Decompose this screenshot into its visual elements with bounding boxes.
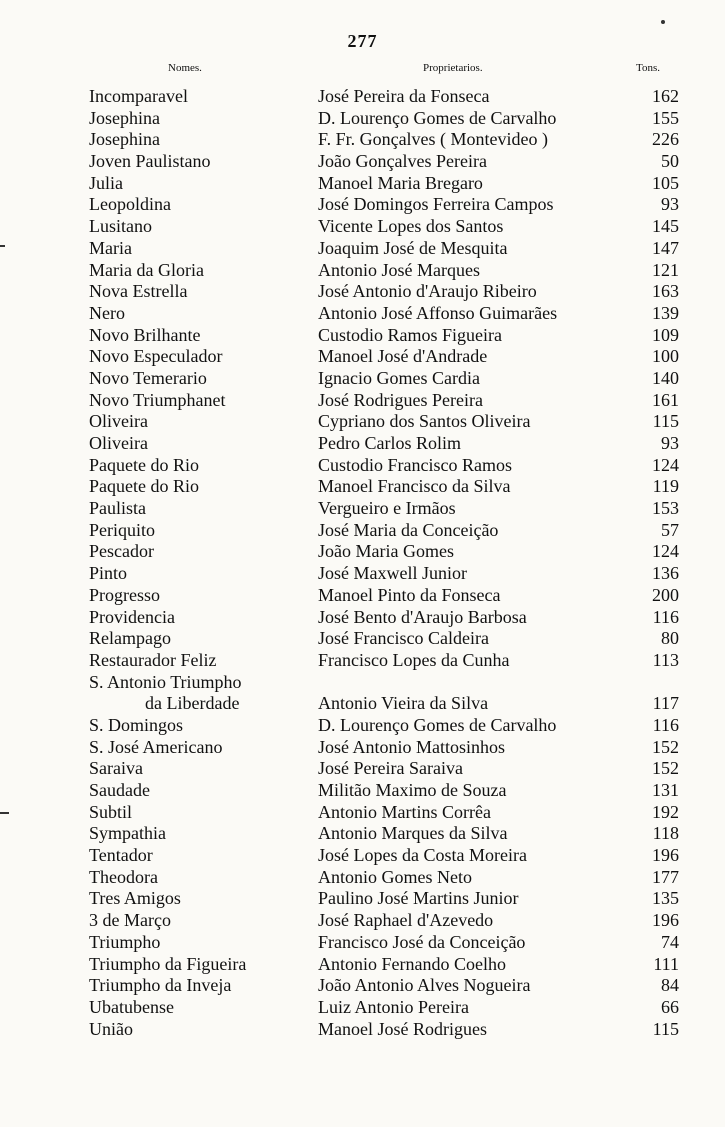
tonnage: 66 — [661, 996, 679, 1017]
table-row — [0, 260, 725, 282]
table-row — [0, 672, 725, 694]
tonnage: 57 — [661, 519, 679, 540]
owner-name: Luiz Antonio Pereira — [318, 996, 469, 1017]
tonnage: 74 — [661, 931, 679, 952]
table-row — [0, 498, 725, 520]
owner-name: D. Lourenço Gomes de Carvalho — [318, 107, 557, 128]
table-row — [0, 303, 725, 325]
ship-name: Julia — [89, 172, 123, 193]
ship-name: Nero — [89, 302, 125, 323]
scan-mark — [0, 812, 9, 814]
owner-name: Francisco Lopes da Cunha — [318, 649, 510, 670]
tonnage: 84 — [661, 975, 679, 996]
tonnage: 131 — [652, 780, 679, 800]
scan-mark — [0, 245, 5, 247]
ship-name: Pescador — [89, 541, 154, 562]
ship-name: Periquito — [89, 519, 155, 540]
tonnage: 192 — [652, 801, 679, 822]
ship-name: Progresso — [89, 584, 160, 605]
owner-name: José Lopes da Costa Moreira — [318, 845, 527, 866]
ship-name: Maria da Gloria — [89, 259, 204, 280]
table-row — [0, 520, 725, 542]
tonnage: 152 — [652, 758, 679, 779]
tonnage: 161 — [652, 389, 679, 410]
ship-name: Lusitano — [89, 216, 152, 237]
table-row — [0, 86, 725, 108]
scan-mark — [661, 20, 665, 24]
table-row — [0, 541, 725, 563]
ship-name: 3 de Março — [89, 910, 171, 931]
owner-name: José Domingos Ferreira Campos — [318, 194, 554, 215]
table-row — [0, 238, 725, 260]
table-row — [0, 975, 725, 997]
ship-name: Paulista — [89, 498, 146, 519]
ship-name: Paquete do Rio — [89, 476, 199, 497]
table-row — [0, 433, 725, 455]
page-number: 277 — [347, 31, 378, 51]
owner-name: Francisco José da Conceição — [318, 931, 526, 952]
table-row — [0, 346, 725, 368]
table-row — [0, 325, 725, 347]
ship-name: Nova Estrella — [89, 281, 188, 302]
tonnage: 100 — [652, 346, 679, 367]
tonnage: 93 — [661, 433, 679, 453]
ship-name: S. Domingos — [89, 714, 184, 735]
ship-name: Pinto — [89, 563, 128, 584]
table-row — [0, 129, 725, 151]
table-row — [0, 758, 725, 780]
ship-name: Josephina — [89, 107, 160, 128]
owner-name: Antonio Gomes Neto — [318, 866, 472, 887]
table-row — [0, 281, 725, 303]
owner-name: José Rodrigues Pereira — [318, 389, 483, 410]
table-row — [0, 563, 725, 585]
ship-name: Maria — [89, 237, 132, 258]
ship-name: Triumpho — [89, 931, 161, 952]
owner-name: Antonio Marques da Silva — [318, 823, 508, 844]
tonnage: 121 — [652, 259, 679, 280]
ship-name: Novo Triumphanet — [89, 389, 226, 410]
header-owners: Proprietarios. — [423, 62, 483, 74]
tonnage: 135 — [652, 888, 679, 909]
owner-name: D. Lourenço Gomes de Carvalho — [318, 714, 557, 735]
tonnage: 136 — [652, 563, 679, 584]
ship-name: Sympathia — [89, 823, 166, 844]
table-row — [0, 411, 725, 433]
owner-name: Manoel Maria Bregaro — [318, 172, 483, 193]
tonnage: 115 — [652, 411, 679, 432]
ship-name: da Liberdade — [145, 693, 240, 714]
owner-name: José Pereira Saraiva — [318, 758, 463, 779]
ship-name: Novo Especulador — [89, 346, 223, 367]
table-row — [0, 455, 725, 477]
owner-name: Cypriano dos Santos Oliveira — [318, 411, 531, 432]
table-row — [0, 888, 725, 910]
table-row — [0, 607, 725, 629]
owner-name: Custodio Ramos Figueira — [318, 324, 502, 345]
owner-name: Pedro Carlos Rolim — [318, 433, 461, 453]
ship-name: Providencia — [89, 606, 175, 627]
owner-name: Antonio José Affonso Guimarães — [318, 302, 558, 323]
owner-name: João Gonçalves Pereira — [318, 151, 487, 172]
tonnage: 139 — [652, 302, 679, 323]
tonnage: 196 — [652, 845, 679, 866]
ship-name: Saraiva — [89, 758, 143, 779]
table-row — [0, 476, 725, 498]
tonnage: 147 — [652, 237, 679, 258]
ship-name: Relampago — [89, 628, 171, 649]
ship-name: Joven Paulistano — [89, 151, 211, 172]
owner-name: José Bento d'Araujo Barbosa — [318, 606, 527, 627]
tonnage: 119 — [652, 476, 679, 497]
ship-name: Saudade — [89, 780, 150, 800]
tonnage: 111 — [653, 953, 679, 974]
owner-name: José Raphael d'Azevedo — [318, 910, 494, 931]
ship-name: Novo Temerario — [89, 367, 207, 388]
ship-name: Oliveira — [89, 411, 148, 432]
ship-name: União — [89, 1018, 133, 1039]
tonnage: 140 — [652, 367, 679, 388]
tonnage: 113 — [652, 649, 679, 670]
ship-name: Novo Brilhante — [89, 324, 201, 345]
owner-name: Manoel Pinto da Fonseca — [318, 584, 501, 605]
tonnage: 115 — [652, 1018, 679, 1039]
tonnage: 118 — [652, 823, 679, 844]
table-row — [0, 823, 725, 845]
tonnage: 196 — [652, 910, 679, 931]
table-row — [0, 108, 725, 130]
ship-name: Triumpho da Figueira — [89, 953, 247, 974]
tonnage: 105 — [652, 172, 679, 193]
tonnage: 152 — [652, 736, 679, 757]
table-row — [0, 845, 725, 867]
table-row — [0, 151, 725, 173]
owner-name: José Francisco Caldeira — [318, 628, 489, 649]
owner-name: João Antonio Alves Nogueira — [318, 975, 531, 996]
ship-name: Triumpho da Inveja — [89, 975, 232, 996]
owner-name: Manoel José Rodrigues — [318, 1018, 487, 1039]
header-names: Nomes. — [168, 62, 202, 74]
owner-name: Antonio José Marques — [318, 259, 480, 280]
table-row — [0, 194, 725, 216]
ship-name: Oliveira — [89, 433, 148, 453]
table-row — [0, 867, 725, 889]
table-row — [0, 368, 725, 390]
owner-name: José Pereira da Fonseca — [318, 86, 490, 106]
owner-name: Antonio Martins Corrêa — [318, 801, 491, 822]
table-row — [0, 693, 725, 715]
ship-name: Josephina — [89, 129, 160, 150]
table-row — [0, 802, 725, 824]
owner-name: José Maxwell Junior — [318, 563, 467, 584]
table-row — [0, 997, 725, 1019]
table-row — [0, 1019, 725, 1041]
owner-name: Vergueiro e Irmãos — [318, 498, 456, 519]
tonnage: 124 — [652, 541, 679, 562]
owner-name: Manoel José d'Andrade — [318, 346, 488, 367]
tonnage: 116 — [652, 714, 679, 735]
tonnage: 124 — [652, 454, 679, 475]
ship-name: Paquete do Rio — [89, 454, 199, 475]
owner-name: João Maria Gomes — [318, 541, 454, 562]
tonnage: 162 — [652, 86, 679, 106]
owner-name: Manoel Francisco da Silva — [318, 476, 511, 497]
ship-name: Leopoldina — [89, 194, 171, 215]
table-row — [0, 932, 725, 954]
owner-name: José Antonio d'Araujo Ribeiro — [318, 281, 537, 302]
tonnage: 177 — [652, 866, 679, 887]
owner-name: Antonio Fernando Coelho — [318, 953, 506, 974]
owner-name: Antonio Vieira da Silva — [318, 693, 489, 714]
tonnage: 117 — [652, 693, 679, 714]
ship-register-table — [0, 86, 725, 1040]
owner-name: José Antonio Mattosinhos — [318, 736, 506, 757]
tonnage: 116 — [652, 606, 679, 627]
ship-name: Subtil — [89, 801, 133, 822]
tonnage: 153 — [652, 498, 679, 519]
ship-name: Theodora — [89, 866, 158, 887]
table-row — [0, 737, 725, 759]
table-row — [0, 216, 725, 238]
table-row — [0, 910, 725, 932]
tonnage: 155 — [652, 107, 679, 128]
owner-name: F. Fr. Gonçalves ( Montevideo ) — [318, 129, 549, 150]
tonnage: 200 — [652, 584, 679, 605]
tonnage: 80 — [661, 628, 679, 649]
ship-name: S. Antonio Triumpho — [89, 671, 242, 692]
tonnage: 109 — [652, 324, 679, 345]
owner-name: Vicente Lopes dos Santos — [318, 216, 504, 237]
ship-name: Tentador — [89, 845, 153, 866]
tonnage: 145 — [652, 216, 679, 237]
table-row — [0, 390, 725, 412]
table-row — [0, 628, 725, 650]
table-row — [0, 585, 725, 607]
ship-name: S. José Americano — [89, 736, 223, 757]
tonnage: 50 — [661, 151, 679, 172]
ship-name: Tres Amigos — [89, 888, 181, 909]
ship-name: Restaurador Feliz — [89, 649, 217, 670]
owner-name: Paulino José Martins Junior — [318, 888, 519, 909]
owner-name: Joaquim José de Mesquita — [318, 237, 508, 258]
table-row — [0, 650, 725, 672]
owner-name: Custodio Francisco Ramos — [318, 454, 512, 475]
tonnage: 93 — [661, 194, 679, 215]
tonnage: 163 — [652, 281, 679, 302]
table-row — [0, 954, 725, 976]
table-row — [0, 173, 725, 195]
owner-name: José Maria da Conceição — [318, 519, 499, 540]
table-row — [0, 715, 725, 737]
owner-name: Ignacio Gomes Cardia — [318, 367, 480, 388]
header-tons: Tons. — [636, 62, 660, 74]
ship-name: Ubatubense — [89, 996, 174, 1017]
ship-name: Incomparavel — [89, 86, 188, 106]
owner-name: Militão Maximo de Souza — [318, 780, 507, 800]
table-row — [0, 780, 725, 802]
tonnage: 226 — [652, 129, 679, 150]
